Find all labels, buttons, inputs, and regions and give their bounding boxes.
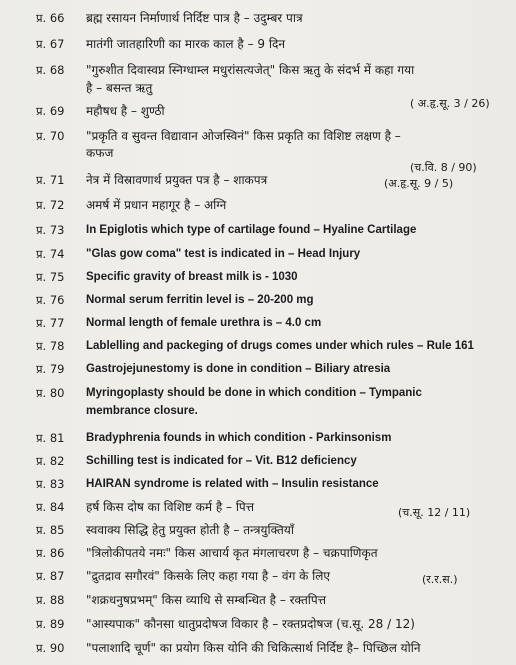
question-number: प्र. 66 [36, 11, 65, 25]
reference: (च.सू. 12 / 11) [398, 506, 471, 519]
question-number: प्र. 77 [36, 316, 65, 330]
question-text-line2: है – बसन्त ऋतु [86, 81, 153, 95]
question-text: Bradyphrenia founds in which condition - Parkinsonism [86, 432, 392, 444]
question-text: अमर्ष में प्रधान महागूर है – अग्नि [86, 198, 227, 212]
reference: ( अ.हृ.सू. 3 / 26) [410, 97, 490, 110]
question-text: "पलाशादि चूर्ण" का प्रयोग किस योनि की चिकित्सार्थ निर्दिष्ट है– पिच्छिल योनि [86, 641, 421, 655]
question-number: प्र. 86 [36, 546, 65, 560]
question-number: प्र. 71 [36, 173, 65, 187]
question-number: प्र. 89 [36, 617, 65, 631]
question-text: Normal length of female urethra is – 4.0 cm [86, 317, 322, 329]
question-text-line2: कफज [86, 146, 114, 160]
reference: (अ.हृ.सू. 9 / 5) [384, 177, 454, 190]
question-text: "गुरुशीत दिवास्वप्न स्निग्धाम्ल मधुरांसत्यजेत्" किस ऋतु के संदर्भ में कहा गया [86, 63, 415, 77]
question-number: प्र. 67 [36, 37, 65, 51]
question-number: प्र. 79 [36, 362, 65, 376]
question-number: प्र. 83 [36, 477, 65, 491]
question-number: प्र. 85 [36, 523, 65, 537]
question-number: प्र. 68 [36, 63, 65, 77]
question-text-line2: membrance closure. [86, 405, 198, 417]
question-number: प्र. 72 [36, 198, 65, 212]
question-text: "Glas gow coma" test is indicated in – Head Injury [86, 248, 361, 260]
question-text: Normal serum ferritin level is – 20-200 mg [86, 294, 314, 306]
question-number: प्र. 73 [36, 223, 65, 237]
question-text: Schilling test is indicated for – Vit. B12 deficiency [86, 455, 357, 467]
question-text: Lablelling and packeging of drugs comes under which rules – Rule 161 [86, 340, 474, 352]
question-text: हर्ष किस दोष का विशिष्ट कर्म है – पित्त [86, 500, 255, 514]
question-number: प्र. 76 [36, 293, 65, 307]
question-text: Gastrojejunestomy is done in condition – Biliary atresia [86, 363, 391, 375]
question-text: Myringoplasty should be done in which condition – Tympanic [86, 387, 422, 399]
question-text: HAIRAN syndrome is related with – Insulin resistance [86, 478, 379, 490]
question-text: "प्रकृति व सुवन्त विद्यावान ओजस्विनं" किस प्रकृति का विशिष्ट लक्षण है – [86, 129, 401, 143]
question-text: "शक्रधनुषप्रभम्" किस व्याधि से सम्बन्धित है – रक्तपित्त [86, 593, 327, 607]
question-text: In Epiglotis which type of cartilage found – Hyaline Cartilage [86, 224, 417, 236]
question-text: "द्रुतद्राव सगौरवं" किसके लिए कहा गया है – वंग के लिए [86, 569, 331, 583]
question-number: प्र. 87 [36, 569, 65, 583]
question-number: प्र. 81 [36, 431, 65, 445]
question-number: प्र. 88 [36, 593, 65, 607]
question-number: प्र. 84 [36, 500, 65, 514]
question-text: "आस्यपाक" कौनसा धातुप्रदोषज विकार है – रक्तप्रदोषज (च.सू. 28 / 12) [86, 617, 415, 631]
question-text: महौषध है – शुण्ठी [86, 104, 165, 118]
question-text: ब्रह्म रसायन निर्माणार्थ निर्दिष्ट पात्र है – उदुम्बर पात्र [86, 11, 303, 25]
question-text: नेत्र में विस्रावणार्थ प्रयुक्त पत्र है – शाकपत्र [86, 173, 268, 187]
question-number: प्र. 75 [36, 270, 65, 284]
question-number: प्र. 69 [36, 104, 65, 118]
reference: (र.र.स.) [422, 573, 458, 586]
question-text: स्ववाक्य सिद्धि हेतु प्रयुक्त होती है – तन्त्रयुक्तियाँ [86, 523, 294, 537]
question-number: प्र. 78 [36, 339, 65, 353]
question-number: प्र. 80 [36, 386, 65, 400]
question-text: मातंगी जातहारिणी का मारक काल है – 9 दिन [86, 37, 285, 51]
question-text: Specific gravity of breast milk is - 1030 [86, 271, 298, 283]
question-number: प्र. 74 [36, 247, 65, 261]
question-number: प्र. 70 [36, 129, 65, 143]
question-number: प्र. 82 [36, 454, 65, 468]
question-text: "त्रिलोकीपतये नमः" किस आचार्य कृत मंगलाचरण है – चक्रपाणिकृत [86, 546, 378, 560]
question-number: प्र. 90 [36, 641, 65, 655]
reference: (च.वि. 8 / 90) [410, 161, 477, 174]
